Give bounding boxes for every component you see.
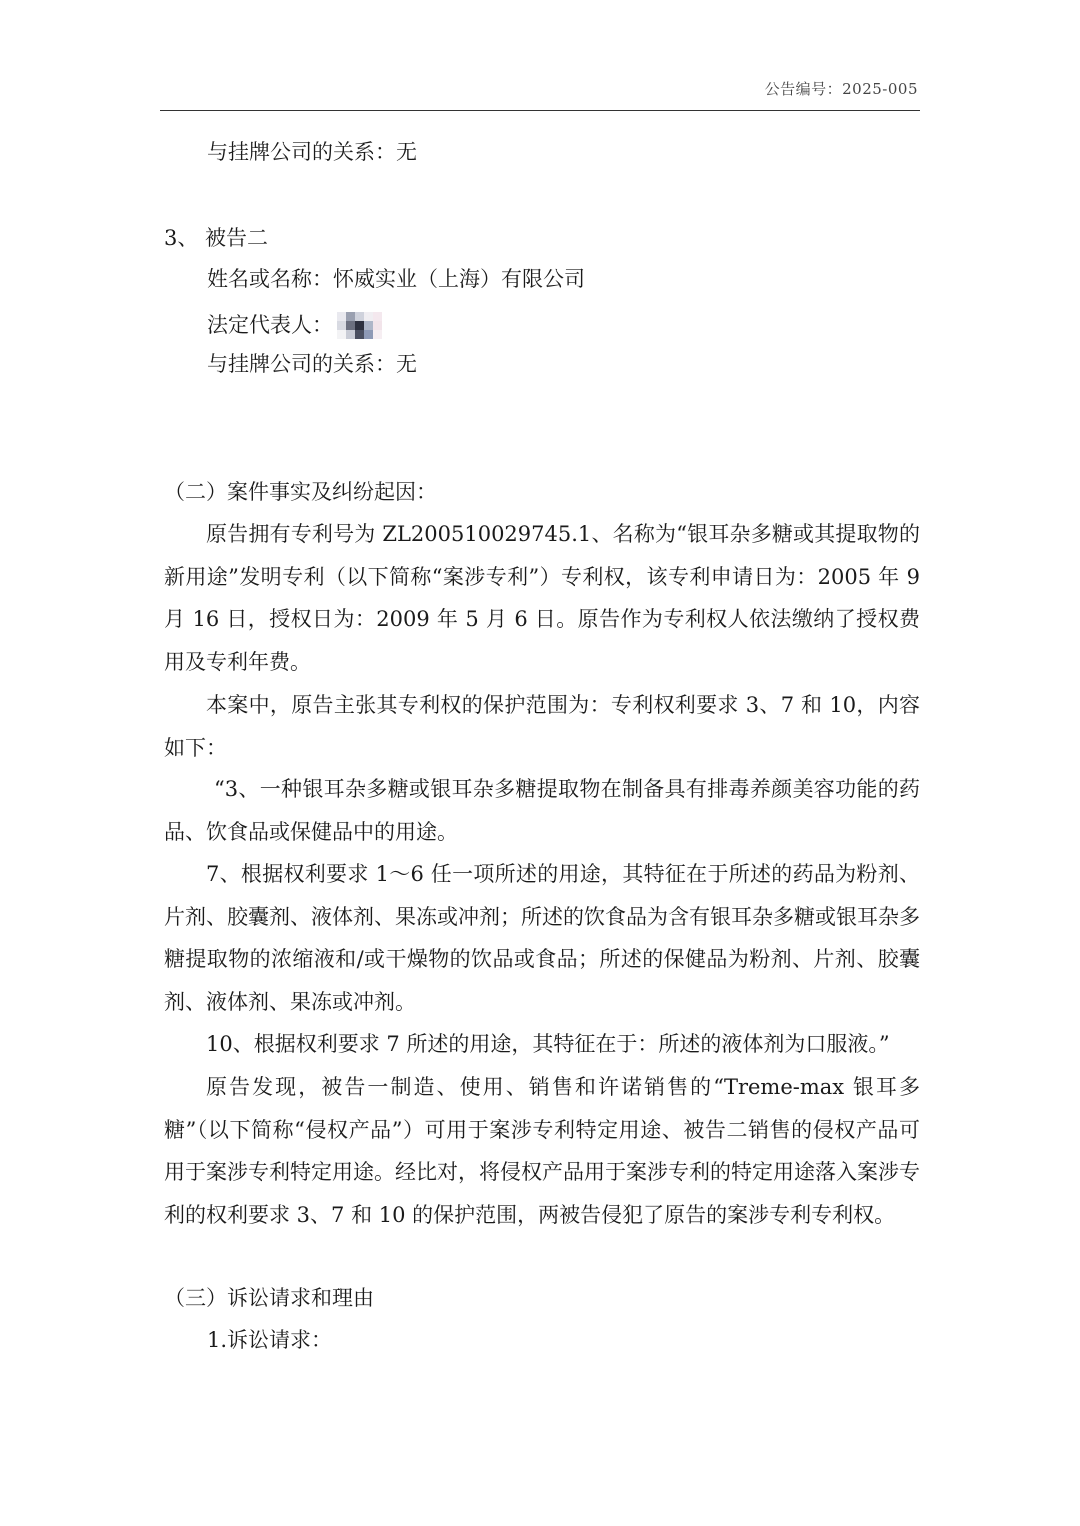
defendant2-heading: 3、 被告二 — [164, 226, 269, 250]
announcement-code: 公告编号：2025-005 — [764, 80, 918, 98]
facts-paragraph-infringement: 原告发现，被告一制造、使用、销售和许诺销售的“Treme-max 银耳多糖”（以下简称“侵权产品”）可用于案涉专利特定用途、被告二销售的侵权产品可用于案涉专利特定用途。经比对，将侵权产品用于案涉专利的特定用途落入案涉专利的权利要求 3、7 和 10 的保护范围，两被告侵犯了原告的案涉专利专利权。 — [164, 1075, 920, 1228]
section2-heading: （二）案件事实及纠纷起因： — [164, 480, 437, 504]
section3-heading: （三）诉讼请求和理由 — [164, 1286, 374, 1310]
legal-rep-label: 法定代表人： — [207, 313, 333, 337]
redacted-name-mosaic — [337, 312, 391, 338]
claim-10-text: 10、根据权利要求 7 所述的用途，其特征在于：所述的液体剂为口服液。” — [206, 1032, 890, 1056]
facts-paragraph-1: 原告拥有专利号为 ZL200510029745.1、名称为“银耳杂多糖或其提取物的新用途”发明专利（以下简称“案涉专利”）专利权，该专利申请日为：2005 年 9 月 16 日，授权日为：2009 年 5 月 6 日。原告作为专利权人依法缴纳了授权费用及专利年费。 — [164, 522, 920, 675]
claim-3-quote: “3、一种银耳杂多糖或银耳杂多糖提取物在制备具有排毒养颜美容功能的药品、饮食品或保健品中的用途。 — [164, 777, 920, 844]
claim-7-text: 7、根据权利要求 1～6 任一项所述的用途，其特征在于所述的药品为粉剂、片剂、胶囊剂、液体剂、果冻或冲剂；所述的饮食品为含有银耳杂多糖或银耳杂多糖提取物的浓缩液和/或干燥物的饮品或食品；所述的保健品为粉剂、片剂、胶囊剂、液体剂、果冻或冲剂。 — [164, 862, 920, 1015]
facts-paragraph-2: 本案中，原告主张其专利权的保护范围为：专利权利要求 3、7 和 10，内容如下： — [164, 693, 920, 760]
defendant2-legal-rep — [207, 312, 391, 338]
defendant2-name: 姓名或名称：怀威实业（上海）有限公司 — [207, 267, 585, 291]
defendant2-relation: 与挂牌公司的关系：无 — [207, 352, 417, 376]
defendant1-relation: 与挂牌公司的关系：无 — [207, 140, 417, 164]
litigation-request-subheading: 1.诉讼请求： — [207, 1328, 333, 1352]
header-divider — [160, 110, 920, 111]
